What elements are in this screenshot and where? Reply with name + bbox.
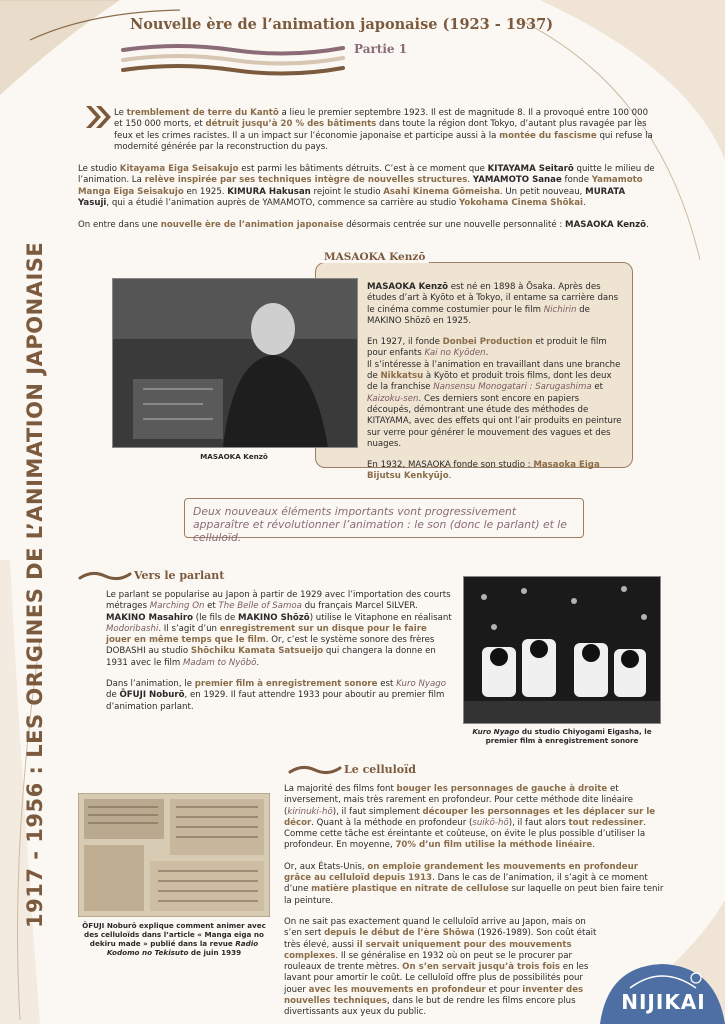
parlant-paragraph-2: Dans l’animation, le premier film à enregistrement sonore est Kuro Nyago de ŌFUJI Noburō, en 1929. Il faut attendre 1933 pour aboutir au premier film d’animation parlant. — [106, 679, 446, 712]
masaoka-paragraph-3: Il s’intéresse à l’animation en travaillant dans une branche de Nikkatsu à Kyōto et produit trois films, dont les deux de la franchise Nansensu Monogatari : Sarugashima et Kaizoku-sen. Ces derniers sont encore en papiers découpés, démontrant une étude des méthodes de KITAYAMA, avec des effets qui ont l’air produits en peinture sur verre pour générer le mouvement des vagues et des nuages. — [367, 359, 622, 449]
masaoka-paragraph-4: En 1932, MASAOKA fonde son studio : Masaoka Eiga Bijutsu Kenkyūjo. — [367, 460, 600, 482]
ofuji-article-scan — [78, 793, 270, 917]
masaoka-paragraph-2: En 1927, il fonde Donbei Production et produit le film pour enfants Kai no Kyōden. — [367, 337, 607, 359]
celluloid-paragraph-1: La majorité des films font bouger les personnages de gauche à droite et inversement, mais très rarement en profondeur. Pour cette méthode dite linéaire (kirinuki-hō), il faut simplement découper les personnages et les déplacer sur le décor. Quant à la méthode en profondeur (suikō-hō), il faut alors tout redessiner. Comme cette tâche est éreintante et coûteuse, on évite le plus possible d’utiliser la profondeur. En moyenne, 70% d’un film utilise la méthode linéaire. — [284, 784, 656, 851]
quote-text: Deux nouveaux éléments importants vont progressivement apparaître et révolutionner l’animation : le son (donc le parlant) et le celluloïd. — [193, 505, 567, 544]
masaoka-paragraph-1: MASAOKA Kenzō est né en 1898 à Ōsaka. Après des études d’art à Kyōto et à Tokyo, il entame sa carrière dans le cinéma comme costumier pour le film Nichirin de MAKINO Shōzō en 1925. — [367, 282, 619, 326]
masaoka-text — [367, 282, 622, 483]
parlant-heading: Vers le parlant — [134, 569, 225, 582]
page-title: Nouvelle ère de l’animation japonaise (1923 - 1937) — [130, 16, 554, 33]
ofuji-caption: ŌFUJI Noburō explique comment animer avec des celluloïds dans l’article « Manga eiga no dekiru made » publié dans la revue Radio Kodomo no Tekisuto de juin 1939 — [82, 921, 266, 957]
side-title-text: 1917 - 1956 : LES ORIGINES DE L’ANIMATION JAPONAISE — [23, 241, 47, 928]
part-label: Partie 1 — [354, 42, 408, 56]
title-wave-decoration — [118, 40, 348, 76]
celluloid-paragraph-3: On ne sait pas exactement quand le celluloïd arrive au Japon, mais on s’en sert depuis le début de l’ère Shōwa (1926-1989). Son coût était très élevé, aussi il servait uniquement pour des mouvements complexes. Il se généralise en 1932 où on peut se le procurer par rouleaux de trente mètres. On s’en servait jusqu’à trois fois en les lavant pour amortir le coût. Le celluloïd offre plus de possibilités pour jouer avec les mouvements en profondeur et pour inventer des nouvelles techniques, dans le but de rendre les films encore plus divertissants aux yeux du public. — [284, 916, 597, 1018]
masaoka-photo-caption: MASAOKA Kenzō — [200, 452, 268, 461]
masaoka-heading: MASAOKA Kenzō — [320, 251, 429, 263]
parlant-wave-icon — [78, 569, 132, 581]
parlant-paragraph-1: Le parlant se popularise au Japon à partir de 1929 avec l’importation des courts métrages Marching On et The Belle of Samoa du français Marcel SILVER. MAKINO Masahiro (le fils de MAKINO Shōzō) utilise le Vitaphone en réalisant Modoribashi. Il s’agit d’un enregistrement sur un disque pour le faire jouer en même temps que le film. Or, c’est le système sonore des frères DOBASHI au studio Shōchiku Kamata Satsueijo qui changera la donne en 1931 avec le film Madam to Nyōbō. — [106, 590, 452, 668]
kuro-nyago-still — [463, 576, 661, 724]
celluloid-wave-icon — [288, 763, 342, 775]
celluloid-heading: Le celluloïd — [344, 763, 416, 776]
nijikai-logo-text: NIJIKAI — [621, 990, 706, 1014]
quote-box — [184, 498, 584, 544]
celluloid-paragraph-2: Or, aux États-Unis, on emploie grandement les mouvements en profondeur grâce au celluloïd depuis 1913. Dans le cas de l’animation, il s’agit à ce moment d’une matière plastique en nitrate de cellulose sur laquelle on peut bien faire tenir la peinture. — [284, 861, 664, 906]
intro-paragraph-1: Le tremblement de terre du Kantō a lieu le premier septembre 1923. Il est de magnitude 8. Il a provoqué entre 100 000 et 150 000 morts, et détruit jusqu’à 20 % des bâtiments dans toute la région dont Tokyo, d’autant plus ravagée par les feux et les crimes racistes. Il a un impact sur l’économie japonaise et participe aussi à la montée du fascisme qui refuse la modernité générée par la reconstruction du pays. — [114, 108, 653, 152]
intro-paragraph-3: On entre dans une nouvelle ère de l’animation japonaise désormais centrée sur une nouvelle personnalité : MASAOKA Kenzō. — [78, 220, 649, 231]
masaoka-portrait-photo — [112, 278, 358, 448]
kuro-nyago-caption: Kuro Nyago du studio Chiyogami Eigasha, le premier film à enregistrement sonore — [472, 727, 652, 745]
side-title — [20, 228, 50, 928]
parlant-text — [106, 590, 452, 713]
intro-paragraph-2: Le studio Kitayama Eiga Seisakujo est parmi les bâtiments détruits. C’est à ce moment que KITAYAMA Seitarō quitte le milieu de l’animation. La relève inspirée par ses techniques intègre de nouvelles structures. YAMAMOTO Sanae fonde Yamamoto Manga Eiga Seisakujo en 1925. KIMURA Hakusan rejoint le studio Asahi Kinema Gōmeisha. Un petit nouveau, MURATA Yasuji, qui a étudié l’animation auprès de YAMAMOTO, commence sa carrière au studio Yokohama Cinema Shōkai. — [78, 164, 655, 209]
intro-section — [78, 108, 658, 232]
